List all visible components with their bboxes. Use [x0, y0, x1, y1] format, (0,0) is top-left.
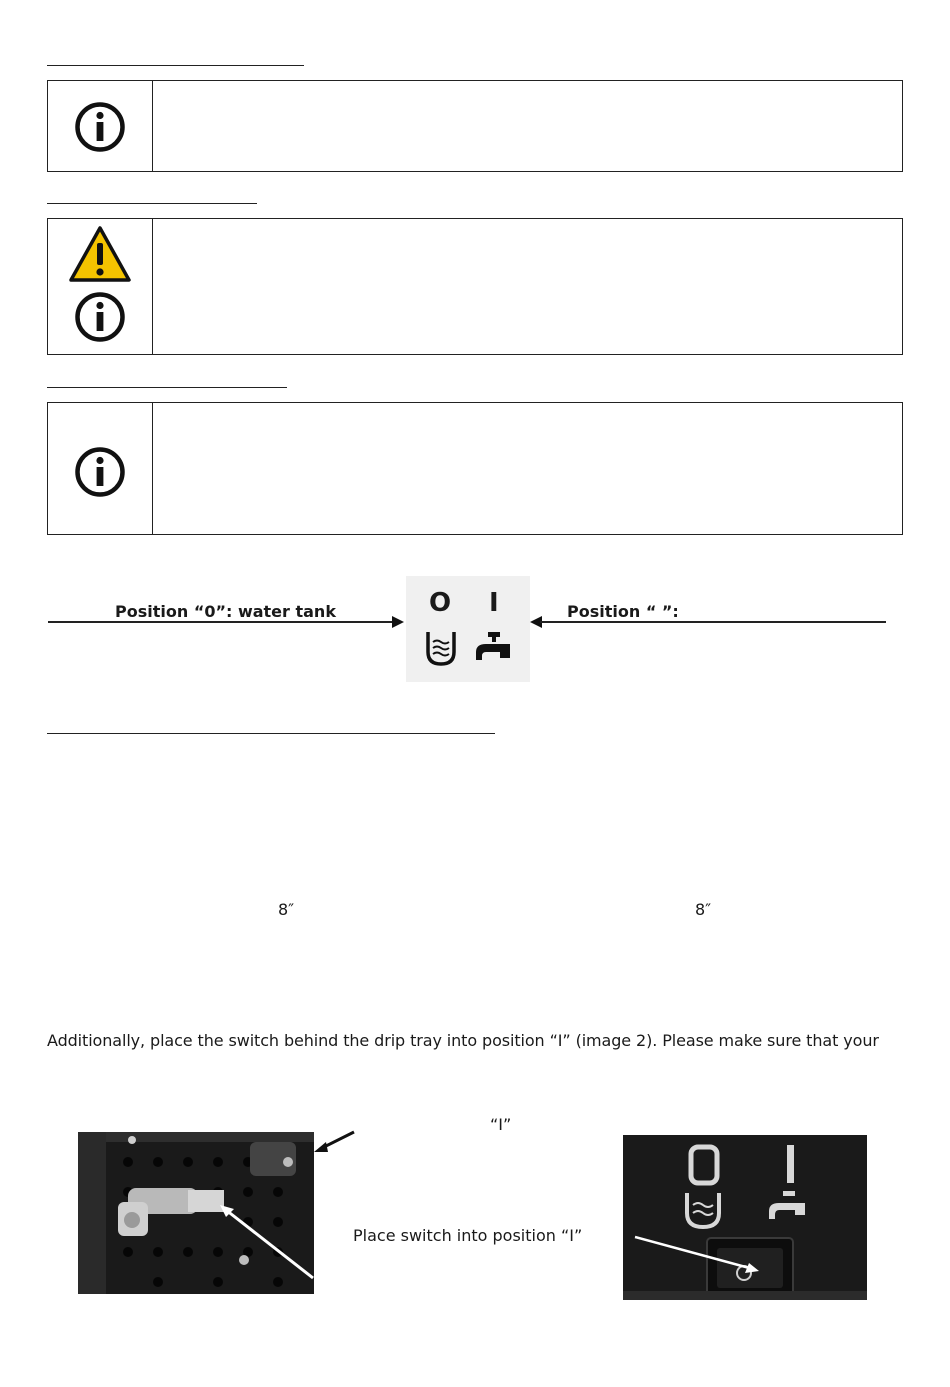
- section-heading-underline-3: [47, 387, 287, 388]
- symbol-one: I: [489, 588, 499, 618]
- water-connection-photo: [78, 1132, 314, 1294]
- info-icon: [74, 101, 126, 153]
- info-box-1: [47, 80, 903, 172]
- symbol-zero: O: [429, 588, 452, 618]
- body-paragraph: Additionally, place the switch behind the drip tray into position “I” (image 2). Please make sure that your: [47, 1031, 879, 1050]
- water-tank-icon: [426, 630, 456, 666]
- warning-box: [47, 218, 903, 355]
- position-zero-label: Position “0”: water tank: [115, 602, 336, 621]
- section-heading-underline-4: [47, 733, 495, 734]
- photo-pointer-arrow: [312, 1130, 356, 1154]
- switch-photo: [623, 1135, 867, 1300]
- info-icon: [74, 446, 126, 498]
- left-pointer-line: [48, 621, 394, 623]
- switch-symbol-panel: [406, 576, 530, 682]
- section-heading-underline-2: [47, 203, 257, 204]
- photo-caption-top: “I”: [490, 1115, 512, 1134]
- warning-icon: [68, 225, 132, 283]
- position-one-label: Position “ ”:: [567, 602, 679, 621]
- measurement-left: 8″: [278, 900, 295, 919]
- tap-icon: [474, 632, 512, 664]
- photo-caption: Place switch into position “I”: [353, 1226, 583, 1245]
- section-heading-underline-1: [47, 65, 304, 66]
- info-box-divider: [152, 403, 153, 534]
- right-pointer-line: [540, 621, 886, 623]
- info-icon: [74, 291, 126, 343]
- measurement-right: 8″: [695, 900, 712, 919]
- warning-box-divider: [152, 219, 153, 354]
- info-box-divider: [152, 81, 153, 171]
- left-arrowhead: [392, 616, 404, 628]
- info-box-2: [47, 402, 903, 535]
